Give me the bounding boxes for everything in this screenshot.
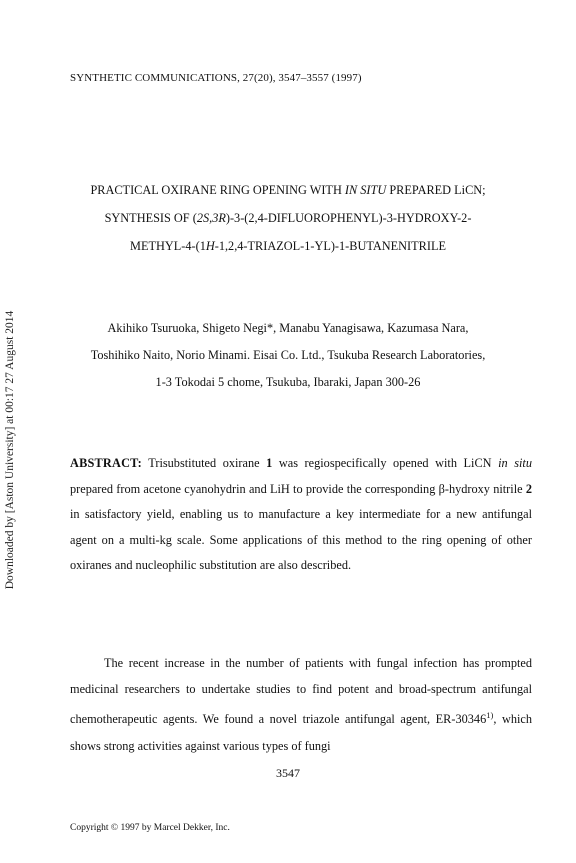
abstract-label: ABSTRACT: [70, 456, 142, 470]
authors-line-2: Toshihiko Naito, Norio Minami. Eisai Co. Ltd., Tsukuba Research Laboratories, [90, 348, 486, 362]
journal-header: SYNTHETIC COMMUNICATIONS, 27(20), 3547–3557 (1997) [70, 72, 362, 84]
download-watermark: Downloaded by [Aston University] at 00:17 27 August 2014 [4, 310, 16, 590]
authors-line-1: Akihiko Tsuruoka, Shigeto Negi*, Manabu Yanagisawa, Kazumasa Nara, [107, 321, 469, 335]
reference-marker[interactable]: 1) [486, 710, 494, 721]
body-paragraph: The recent increase in the number of patients with fungal infection has prompted medicinal researchers to undertake studies to find potent and broad-spectrum antifungal chemotherapeutic agents. We found a novel triazole antifungal agent, ER-30346$^{1)}$, which shows strong activities against various types of fungi [70, 656, 532, 753]
copyright-notice: Copyright © 1997 by Marcel Dekker, Inc. [70, 823, 230, 833]
title-line-2: SYNTHESIS OF (2S,3R)-3-(2,4-DIFLUOROPHENYL)-3-HYDROXY-2- [104, 211, 472, 225]
title-line-3: METHYL-4-(1H-1,2,4-TRIAZOL-1-YL)-1-BUTANENITRILE [130, 239, 446, 253]
title-line-1: PRACTICAL OXIRANE RING OPENING WITH IN SITU PREPARED LiCN; [90, 183, 486, 197]
affiliation-address: 1-3 Tokodai 5 chome, Tsukuba, Ibaraki, Japan 300-26 [155, 375, 421, 389]
abstract: ABSTRACT: Trisubstituted oxirane 1 was regiospecifically opened with LiCN in situ prepared from acetone cyanohydrin and LiH to provide the corresponding β-hydroxy nitrile 2 in satisfactory yield, enabling us to manufacture a key intermediate for a new antifungal agent on a multi-kg scale. Some applications of this method to the ring opening of other oxiranes and nucleophilic substitution are also described. [70, 456, 532, 573]
page-number: 3547 [276, 766, 300, 780]
